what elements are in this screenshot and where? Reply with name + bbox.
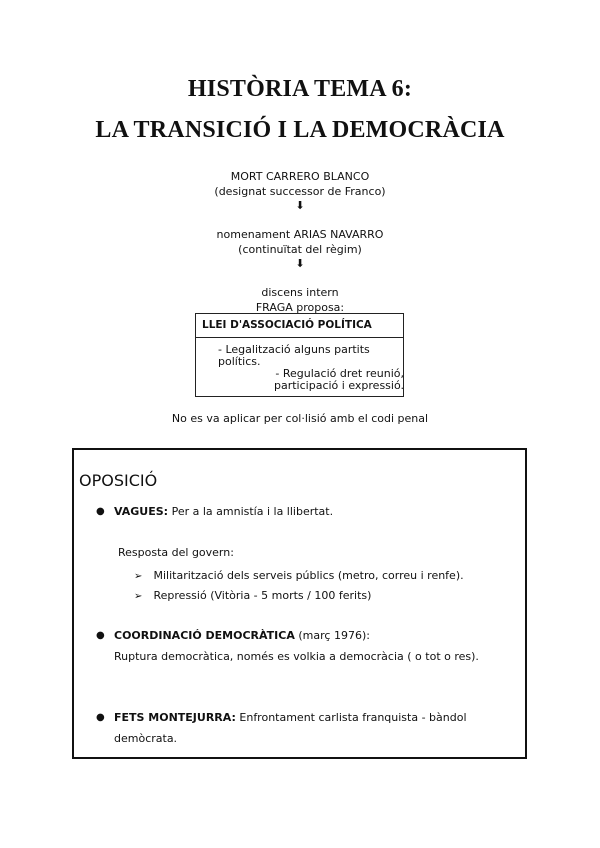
- flow-step-fraga: [0, 285, 600, 315]
- coordinacio-text: Ruptura democràtica, només es volkia a democràcia ( o tot o res).: [114, 650, 479, 663]
- sub-item-2-text: Repressió (Vitòria - 5 morts / 100 ferits): [153, 589, 372, 602]
- oposicio-box: [72, 448, 527, 759]
- coordinacio-label: COORDINACIÓ DEMOCRÀTICA: [114, 629, 295, 642]
- flow-step-3-title: discens intern: [261, 286, 339, 299]
- llei-item-regulacio: - Regulació dret reunió, participació i expressió.: [274, 367, 404, 392]
- note-codi-penal: No es va aplicar per col·lisió amb el codi penal: [171, 412, 429, 425]
- page-title-line-2: LA TRANSICIÓ I LA DEMOCRÀCIA: [95, 117, 505, 143]
- flow-step-1-note: (designat successor de Franco): [214, 185, 386, 198]
- page-title-line-1: HISTÒRIA TEMA 6:: [187, 76, 413, 102]
- arrowhead-icon: ➢: [134, 571, 143, 582]
- flow-step-carrero-blanco: [0, 169, 600, 212]
- sub-item-1-text: Militarització dels serveis públics (metro, correu i renfe).: [153, 569, 464, 582]
- vagues-text: Per a la amnistía i la llibertat.: [171, 505, 334, 518]
- fets-label: FETS MONTEJURRA:: [114, 711, 236, 724]
- flow-step-3-note: FRAGA proposa:: [255, 301, 345, 314]
- bullet-icon: ●: [96, 712, 105, 723]
- resposta-govern-label: Resposta del govern:: [118, 546, 234, 559]
- llei-item-legalitzacio: - Legalització alguns partits polítics.: [218, 343, 370, 368]
- oposicio-title: OPOSICIÓ: [79, 471, 158, 490]
- llei-box-header: LLEI D'ASSOCIACIÓ POLÍTICA: [196, 314, 403, 338]
- arrowhead-icon: ➢: [134, 591, 143, 602]
- bullet-icon: ●: [96, 506, 105, 517]
- flow-step-arias-navarro: [0, 227, 600, 270]
- fets-text: Enfrontament carlista franquista - bàndol: [239, 711, 467, 724]
- coordinacio-date: (març 1976):: [298, 629, 370, 642]
- flow-step-2-title: nomenament ARIAS NAVARRO: [216, 228, 384, 241]
- llei-associacio-box: [195, 313, 404, 397]
- arrow-down-icon: ⬇: [295, 199, 305, 212]
- vagues-label: VAGUES:: [114, 505, 169, 518]
- flow-step-1-title: MORT CARRERO BLANCO: [230, 170, 370, 183]
- fets-text-continued: demòcrata.: [114, 732, 178, 745]
- arrow-down-icon: ⬇: [295, 257, 305, 270]
- bullet-icon: ●: [96, 630, 105, 641]
- sub-item-militaritzacio: [134, 569, 464, 582]
- flow-step-2-note: (continuïtat del règim): [238, 243, 362, 256]
- sub-item-repressio: [134, 589, 371, 602]
